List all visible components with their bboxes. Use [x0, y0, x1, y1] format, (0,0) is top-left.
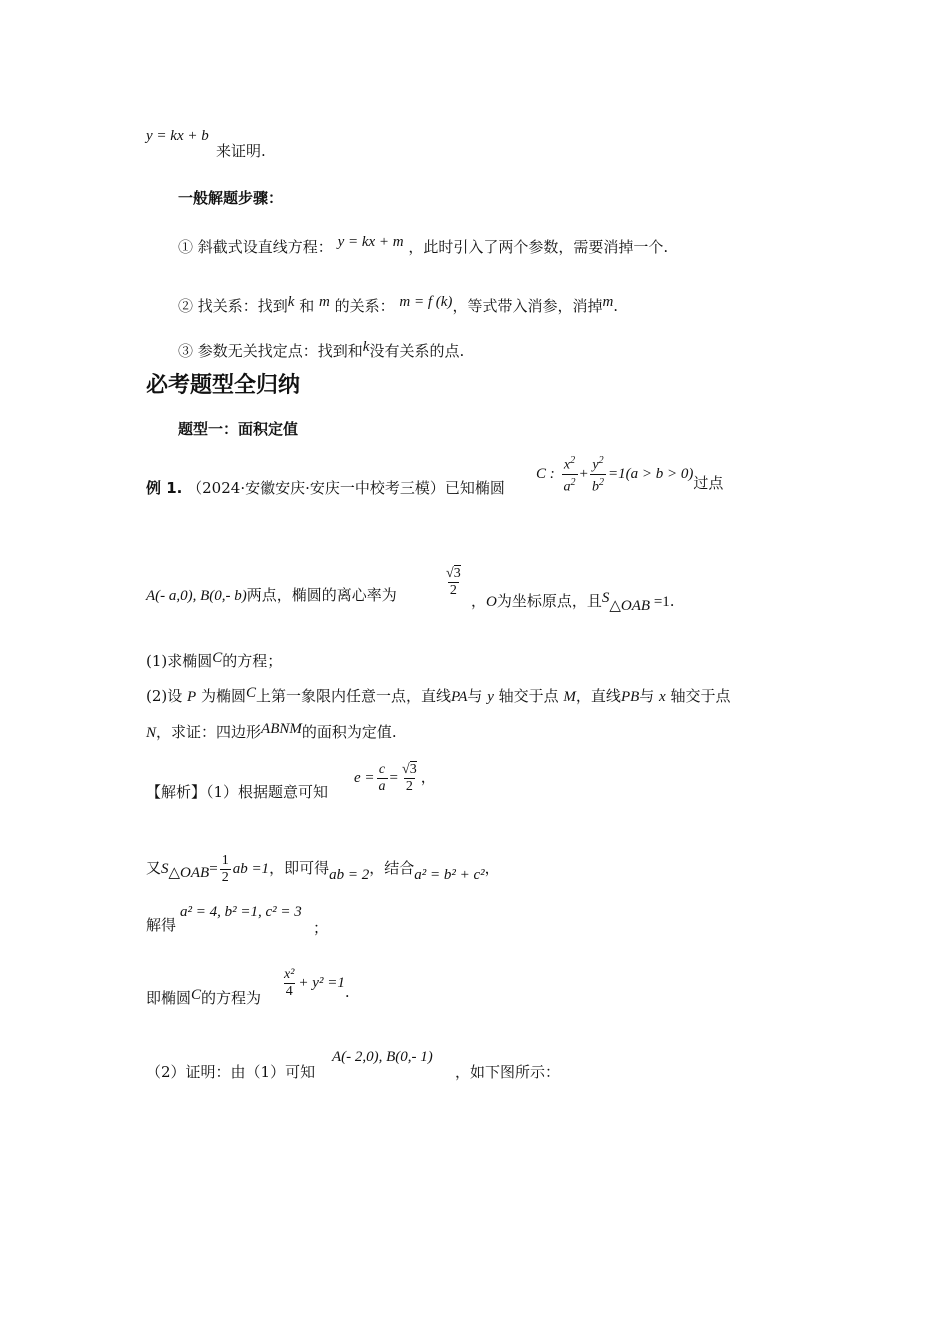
points-line-2 — [471, 591, 675, 616]
var-S: S — [601, 590, 610, 606]
comma-3: ， — [484, 859, 500, 877]
frac-x2-a2: $\frac{x^2}{a^2}$ — [563, 455, 576, 495]
guo-dian: 过点 — [693, 474, 724, 493]
var-PA: PA — [451, 689, 468, 705]
half-num: 1 — [221, 852, 229, 868]
ab-eq-1: ab =1 — [232, 861, 270, 877]
part-2-label: （2）证明：由（1）可知 — [146, 1063, 316, 1081]
var-S-2: S — [161, 861, 169, 877]
var-C-2: C — [245, 685, 256, 701]
frac-half — [220, 853, 231, 886]
q2-text-2: 上第一象限内任意一点，直线 — [256, 687, 452, 705]
ellipse-equation: C : $\frac{x^2}{a^2}$ + $\frac{y^2}{b^2}$ =1(a > b > 0)过点 — [536, 455, 724, 495]
abc-relation: a² = b² + c² — [414, 867, 485, 883]
var-c: c — [378, 761, 386, 777]
var-k-3: k — [362, 339, 370, 355]
step-2-text-2: ，等式带入消参，消掉 — [452, 297, 603, 315]
jie-text: 解得 — [146, 916, 177, 934]
example-1 — [146, 478, 505, 498]
ellipse-result-math — [280, 962, 350, 1003]
var-b: b — [592, 479, 599, 495]
frac-c-a — [377, 762, 388, 795]
you-text: 又 — [146, 859, 162, 877]
step-2 — [178, 296, 618, 317]
denominator-2-b: 2 — [405, 778, 413, 794]
points-line — [146, 585, 397, 606]
steps-heading: 一般解题步骤： — [178, 189, 284, 207]
frac-sqrt3-2: $\frac{√3}{2}$ — [446, 566, 461, 598]
proof-text: 来证明. — [216, 142, 266, 160]
example-source: （2024·安徽安庆·安庆一中校考三模）已知椭圆 — [187, 479, 505, 497]
ji-text-2: 的方程为 — [201, 989, 262, 1007]
and-text: 和 — [294, 297, 319, 315]
S-subscript: △OAB — [609, 598, 651, 614]
q2-text-5: ，直线 — [575, 687, 621, 705]
points-text: 两点，椭圆的离心率为 — [246, 586, 397, 604]
var-m-2: m — [602, 294, 614, 310]
period-2: . — [669, 592, 675, 610]
part-2-line — [146, 1062, 315, 1082]
var-PB: PB — [620, 689, 640, 705]
ecc-frac — [442, 566, 465, 599]
sqrt-3-b: 3 — [409, 761, 417, 777]
S-subscript-2: △OAB — [168, 865, 210, 881]
sqrt-3: 3 — [453, 566, 461, 581]
var-e: e = — [354, 770, 375, 786]
solve-math — [180, 901, 302, 922]
q2-text: 为椭圆 — [196, 687, 246, 705]
frac-y2-b2: $\frac{y^2}{b^2}$ — [592, 455, 604, 495]
section-title: 必考题型全归纳 — [146, 373, 301, 398]
step-3-label: ③ 参数无关找定点：找到和 — [178, 342, 363, 360]
q1-text-2: 的方程； — [222, 652, 283, 670]
q2-label: (2)设 — [146, 687, 188, 705]
question-2 — [146, 686, 731, 707]
ellipse-result — [146, 988, 261, 1009]
var-P: P — [187, 689, 197, 705]
step-2-math: m = f (k) — [399, 294, 453, 310]
solution-line — [146, 782, 328, 802]
var-y-axis: y — [487, 689, 494, 705]
ji-text: 即椭圆 — [146, 989, 192, 1007]
q1-text: (1)求椭圆 — [146, 652, 213, 670]
step-3 — [178, 341, 464, 362]
ellipse-rest: + y² =1 — [298, 975, 345, 991]
var-C-3: C — [191, 987, 202, 1003]
part-2-text: ，如下图所示： — [455, 1063, 561, 1081]
step-1 — [178, 234, 669, 258]
comma: ， — [471, 592, 487, 610]
denominator-4: 4 — [285, 983, 293, 999]
half-den: 2 — [221, 869, 229, 885]
period-3: . — [344, 983, 350, 1001]
you-text-2: ，即可得 — [269, 859, 330, 877]
var-x: x — [563, 457, 571, 473]
step-1-label: ① 斜截式设直线方程： — [178, 238, 333, 256]
step-2-text: 的关系： — [329, 297, 395, 315]
q2-cont-text-2: 的面积为定值. — [301, 723, 397, 741]
ecc-eq — [354, 757, 436, 798]
q2-text-3: 与 — [467, 687, 488, 705]
fragment-line-text — [216, 141, 266, 161]
question-1 — [146, 651, 282, 672]
solve-end — [313, 918, 328, 938]
var-a-den: a — [378, 778, 386, 794]
var-M: M — [563, 689, 576, 705]
step-1-math: y = kx + m — [337, 234, 404, 250]
points-AB: A(- 2,0), B(0,- 1) — [332, 1049, 433, 1065]
points-math: A(- a,0), B(0,- b) — [146, 588, 247, 604]
fragment-line — [146, 125, 209, 146]
abc-values: a² = 4, b² =1, c² = 3 — [180, 904, 302, 920]
origin-text: 为坐标原点，且 — [496, 592, 602, 610]
part-2-math — [332, 1046, 433, 1067]
part-2-end — [455, 1062, 560, 1082]
semicolon: ； — [313, 919, 329, 937]
ellipse-condition: =1(a > b > 0) — [608, 466, 694, 483]
step-3-text: 没有关系的点. — [369, 342, 465, 360]
x-squared: x² — [284, 966, 295, 982]
math-line-eq: y = kx + b — [146, 128, 209, 144]
area-line: 又$S_{\triangle OAB}=$ $\frac{1}{2}$ ab =1，即可得ab = 2，结合a² = b² + c²， — [146, 852, 500, 885]
example-label: 例 1. — [146, 479, 183, 497]
step-2-label: ② 找关系：找到 — [178, 297, 288, 315]
var-y: y — [592, 457, 599, 473]
S-equals: =1 — [650, 594, 670, 610]
var-a: a — [563, 479, 571, 495]
frac-sqrt3-2-b: $\frac{√3}{2}$ — [402, 761, 417, 794]
var-k: k — [287, 294, 295, 310]
period: . — [613, 297, 619, 315]
frac-x2-4 — [282, 967, 296, 1000]
denominator-2: 2 — [449, 583, 457, 598]
var-O: O — [486, 594, 497, 610]
q2-text-4: 轴交于点 — [493, 687, 564, 705]
step-1-text: ，此时引入了两个参数，需要消掉一个. — [408, 238, 669, 256]
var-ABNM: ABNM — [261, 721, 302, 737]
ab-eq-2: ab = 2 — [329, 867, 370, 883]
q2-text-6: 与 — [639, 687, 660, 705]
solution-label: 【解析】（1）根据题意可知 — [146, 783, 329, 801]
var-m: m — [319, 294, 330, 310]
equals: = — [389, 770, 398, 786]
math-C: C : — [536, 466, 555, 483]
comma-2: ， — [420, 768, 436, 786]
var-C: C — [212, 650, 223, 666]
q2-text-7: 轴交于点 — [665, 687, 731, 705]
var-x-axis: x — [659, 689, 666, 705]
var-N: N — [146, 725, 157, 741]
question-2-cont — [146, 722, 397, 743]
solve-line — [146, 915, 176, 935]
type-title: 题型一：面积定值 — [178, 420, 299, 438]
you-text-3: ，结合 — [369, 859, 415, 877]
q2-cont-text: ，求证：四边形 — [156, 723, 262, 741]
